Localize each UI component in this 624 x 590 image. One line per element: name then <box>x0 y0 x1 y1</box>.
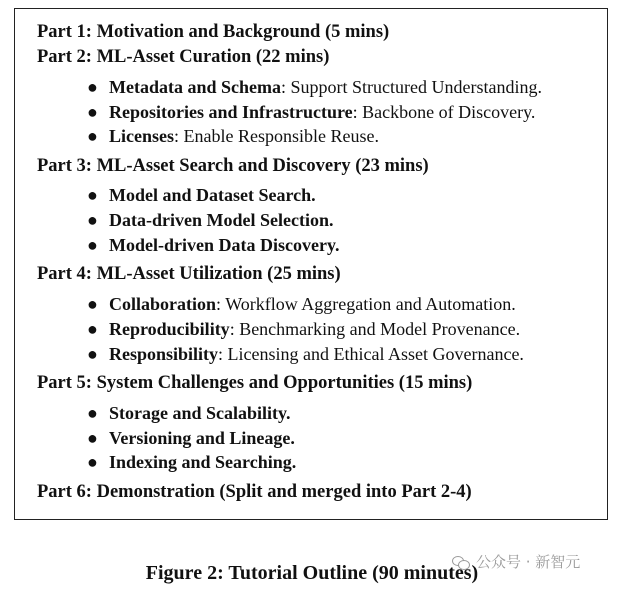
item-lead: Licenses <box>109 126 174 146</box>
bullet-icon: ● <box>87 403 98 423</box>
bullet-icon: ● <box>87 452 98 472</box>
item-lead: Storage and Scalability. <box>109 403 291 423</box>
bullet-icon: ● <box>87 319 98 339</box>
list-item <box>87 429 295 447</box>
item-lead: Metadata and Schema <box>109 77 281 97</box>
item-lead: Collaboration <box>109 294 217 314</box>
watermark-text: 公众号 · 新智元 <box>476 553 581 571</box>
bullet-icon: ● <box>87 235 98 255</box>
item-lead: Data-driven Model Selection. <box>109 210 334 230</box>
item-lead: Model and Dataset Search. <box>109 185 316 205</box>
item-lead: Indexing and Searching. <box>109 452 297 472</box>
item-lead: Responsibility <box>109 344 219 364</box>
item-desc: : Licensing and Ethical Asset Governance. <box>218 344 524 364</box>
item-desc: : Support Structured Understanding. <box>281 77 542 97</box>
tutorial-outline-box <box>14 8 608 520</box>
item-lead: Versioning and Lineage. <box>109 428 295 448</box>
list-item <box>87 345 524 363</box>
part-5-heading: Part 5: System Challenges and Opportunities (15 mins) <box>37 373 473 393</box>
list-item <box>87 78 542 96</box>
bullet-icon: ● <box>87 210 98 230</box>
list-item <box>87 103 535 121</box>
bullet-icon: ● <box>87 102 98 122</box>
part-1-heading: Part 1: Motivation and Background (5 mins) <box>37 22 390 42</box>
item-desc: : Workflow Aggregation and Automation. <box>216 294 516 314</box>
list-item <box>87 236 339 254</box>
item-desc: : Benchmarking and Model Provenance. <box>229 319 521 339</box>
item-desc: : Enable Responsible Reuse. <box>174 126 379 146</box>
part-4-heading: Part 4: ML-Asset Utilization (25 mins) <box>37 264 341 284</box>
list-item <box>87 211 333 229</box>
item-desc: : Backbone of Discovery. <box>352 102 536 122</box>
list-item <box>87 186 316 204</box>
bullet-icon: ● <box>87 294 98 314</box>
item-lead: Model-driven Data Discovery. <box>109 235 340 255</box>
list-item <box>87 404 291 422</box>
list-item <box>87 453 296 471</box>
part-2-heading: Part 2: ML-Asset Curation (22 mins) <box>37 47 330 67</box>
bullet-icon: ● <box>87 428 98 448</box>
list-item <box>87 127 379 145</box>
list-item <box>87 295 516 313</box>
bullet-icon: ● <box>87 77 98 97</box>
part-3-heading: Part 3: ML-Asset Search and Discovery (23 mins) <box>37 156 429 176</box>
bullet-icon: ● <box>87 126 98 146</box>
list-item <box>87 320 520 338</box>
figure-caption: Figure 2: Tutorial Outline (90 minutes) <box>145 562 479 584</box>
bullet-icon: ● <box>87 185 98 205</box>
part-6-heading: Part 6: Demonstration (Split and merged into Part 2-4) <box>37 482 472 502</box>
item-lead: Reproducibility <box>109 319 230 339</box>
bullet-icon: ● <box>87 344 98 364</box>
item-lead: Repositories and Infrastructure <box>109 102 353 122</box>
